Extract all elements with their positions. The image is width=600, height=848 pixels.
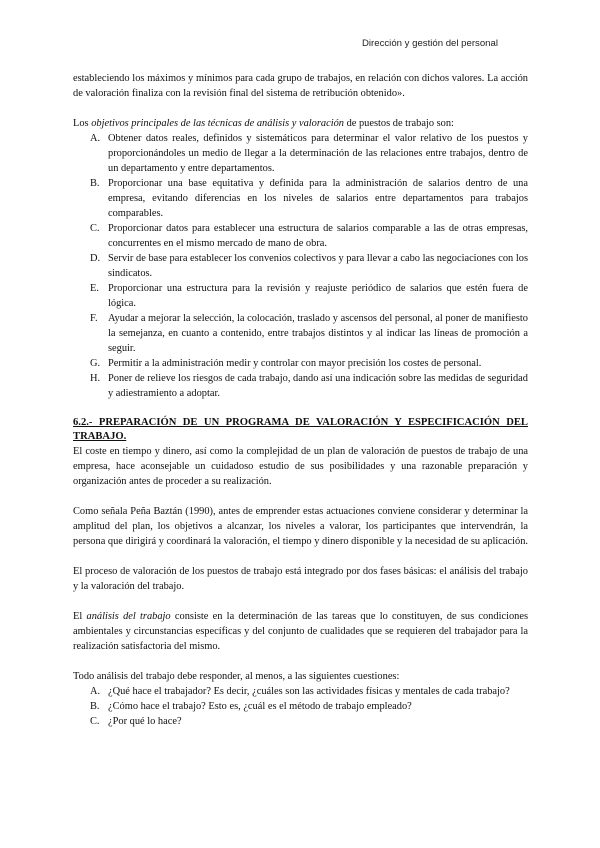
list-item-text: Servir de base para establecer los convenios colectivos y para llevar a cabo las negociaciones con los sindicatos. bbox=[108, 253, 528, 279]
list-marker: E. bbox=[90, 283, 99, 294]
list-item-text: Proporcionar datos para establecer una estructura de salarios comparable a las de otras empresas, concurrentes en el mismo mercado de mano de obra. bbox=[108, 223, 528, 249]
list-marker: A. bbox=[90, 686, 101, 697]
list-marker: B. bbox=[90, 178, 100, 189]
objectives-list bbox=[73, 131, 528, 401]
list-item-text: Proporcionar una estructura para la revisión y reajuste periódico de salarios que estén fuera de lógica. bbox=[108, 283, 528, 309]
list-item bbox=[73, 281, 528, 311]
list-item bbox=[73, 371, 528, 401]
list-marker: G. bbox=[90, 358, 101, 369]
section-paragraph-4 bbox=[73, 609, 528, 654]
list-marker: D. bbox=[90, 253, 101, 264]
list-marker: F. bbox=[90, 313, 98, 324]
intro-continuation-paragraph: estableciendo los máximos y mínimos para cada grupo de trabajos, en relación con dichos valores. La acción de valoración finaliza con la revisión final del sistema de retribución obtenido». bbox=[73, 73, 528, 99]
page-content bbox=[73, 71, 528, 729]
list-item bbox=[73, 131, 528, 176]
section-paragraph-5: Todo análisis del trabajo debe responder, al menos, a las siguientes cuestiones: bbox=[73, 671, 400, 682]
list-item bbox=[73, 356, 528, 371]
paragraph-4-suffix: consiste en la determinación de las tareas que lo constituyen, de sus condiciones ambientales y circunstancias específicas y del conjunto de cualidades que se requieren del trabajador para la realización satisfactoria del mismo. bbox=[73, 611, 528, 652]
list-marker: A. bbox=[90, 133, 101, 144]
list-item bbox=[73, 311, 528, 356]
list-item bbox=[73, 221, 528, 251]
list-item-text: Poner de relieve los riesgos de cada trabajo, dando así una indicación sobre las medidas de seguridad y adiestramiento a adoptar. bbox=[108, 373, 528, 399]
questions-list bbox=[73, 684, 528, 729]
list-item-text: Ayudar a mejorar la selección, la colocación, traslado y ascensos del personal, al poner de manifiesto la semejanza, en cuanto a contenido, entre trabajos distintos y al indicar las líneas de promoción a seguir. bbox=[108, 313, 528, 354]
list-item bbox=[73, 251, 528, 281]
objectives-lead-emphasis: objetivos principales de las técnicas de análisis y valoración bbox=[91, 118, 344, 129]
list-item-text: Permitir a la administración medir y controlar con mayor precisión los costes de personal. bbox=[108, 358, 482, 369]
list-item bbox=[73, 699, 528, 714]
list-item-text: ¿Qué hace el trabajador? Es decir, ¿cuáles son las actividades físicas y mentales de cada trabajo? bbox=[108, 686, 510, 697]
list-item bbox=[73, 714, 528, 729]
list-item bbox=[73, 176, 528, 221]
objectives-lead-prefix: Los bbox=[73, 118, 92, 129]
section-paragraph-2: Como señala Peña Baztán (1990), antes de emprender estas actuaciones conviene considerar y determinar la amplitud del plan, los objetivos a alcanzar, los niveles a valorar, los participantes que intervendrán, la persona que dirigirá y coordinará la valoración, el tiempo y dinero disponible y la necesidad de su aplicación. bbox=[73, 506, 529, 547]
list-item-text: Obtener datos reales, definidos y sistemáticos para determinar el valor relativo de los puestos y proporcionándoles un medio de llegar a la determinación de las relaciones entre trabajos, dentro de un departamento y entre departamentos. bbox=[108, 133, 528, 174]
objectives-lead-suffix: de puestos de trabajo son: bbox=[343, 118, 454, 129]
list-marker: B. bbox=[90, 701, 100, 712]
objectives-lead bbox=[73, 116, 528, 131]
paragraph-4-prefix: El bbox=[73, 611, 87, 622]
list-marker: C. bbox=[90, 716, 100, 727]
list-marker: H. bbox=[90, 373, 101, 384]
list-marker: C. bbox=[90, 223, 100, 234]
list-item bbox=[73, 684, 528, 699]
section-paragraph-3: El proceso de valoración de los puestos de trabajo está integrado por dos fases básicas: el análisis del trabajo y la valoración del trabajo. bbox=[73, 566, 528, 592]
list-item-text: Proporcionar una base equitativa y definida para la administración de salarios dentro de una empresa, evitando diferencias en los niveles de salarios entre departamentos para trabajos comparables. bbox=[108, 178, 528, 219]
list-item-text: ¿Cómo hace el trabajo? Esto es, ¿cuál es el método de trabajo empleado? bbox=[108, 701, 412, 712]
paragraph-4-emphasis: análisis del trabajo bbox=[86, 611, 171, 622]
list-item-text: ¿Por qué lo hace? bbox=[108, 716, 182, 727]
running-header: Dirección y gestión del personal bbox=[362, 38, 498, 49]
section-heading: 6.2.- PREPARACIÓN DE UN PROGRAMA DE VALORACIÓN Y ESPECIFICACIÓN DEL TRABAJO. bbox=[73, 417, 528, 442]
section-paragraph-1: El coste en tiempo y dinero, así como la complejidad de un plan de valoración de puestos de trabajo de una empresa, hace aconsejable un cuidadoso estudio de sus posibilidades y una razonable preparación y organización antes de proceder a su realización. bbox=[73, 446, 528, 487]
